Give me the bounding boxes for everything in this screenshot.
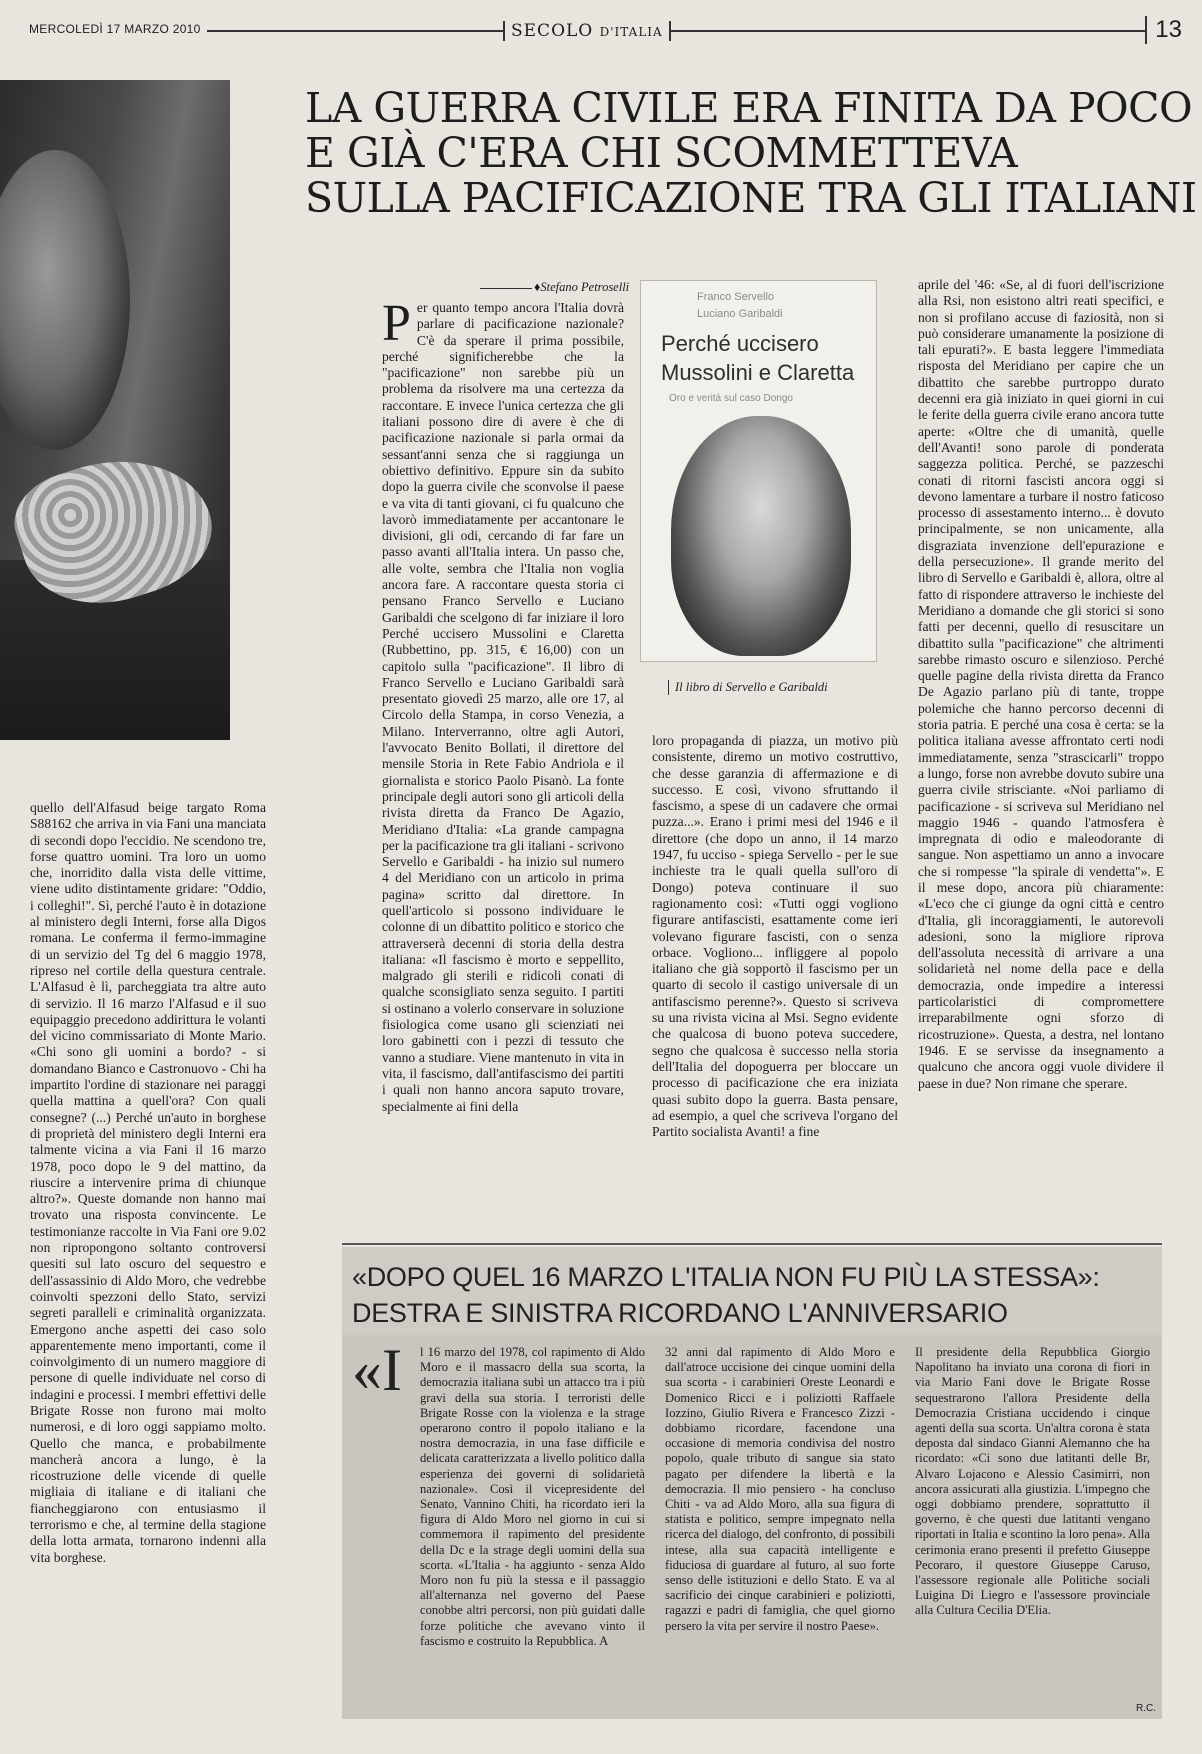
box-text-2: 32 anni dal rapimento di Aldo Moro e dall'atroce uccisione dei cinque uomini della sua scorta - i carabinieri Oreste Leonardi e Domenico Ricci e i poliziotti Raffaele Iozzino, Giulio Rivera e Francesco Zizzi - dobbiamo ricordare, facendone una occasione di memoria condivisa del nostro popolo, quale tributo di sangue sia stato pagato per difendere la libertà e la democrazia. Il mio pensiero - ha concluso Chiti - va ad Aldo Moro, alla sua figura di statista e politico, sempre impegnato nella ricerca del dialogo, del confronto, di possibili intese, alla sua capacità intelligente e fiduciosa di guardare al futuro, al suo forte senso delle istituzioni e dello Stato. E va al sacrificio dei cinque carabinieri e poliziotti, ragazzi e padri di famiglia, che quel giorno persero la vita per servire il nostro Paese». xyxy=(665,1345,895,1633)
side-column-text: quello dell'Alfasud beige targato Roma S88162 che arriva in via Fani una manciata di secondi dopo l'eccidio. Ne scendono tre, forse quattro uomini. Tra loro un uomo che, inorridito dalla vista delle vittime, viene udito distintamente gridare: "Oddio, i colleghi!". Sì, perché l'auto è in dotazione al ministero degli Interni, forse alla Digos romana. Le conferma il fermo-immagine di un servizio del Tg del 6 maggio 1978, ripreso nel cortile della questura centrale. L'Alfasud è lì, parcheggiata tra altre auto di servizio. Il 16 marzo l'Alfasud e il suo equipaggio precedono addirittura le volanti del vicino commissariato di Monte Mario. «Chi sono gli uomini a bordo? - si domandano Bianco e Castronuovo - Chi ha impartito l'ordine di stazionare nei paraggi quella mattina a quell'ora? Con quali consegne? (...) Perché un'auto in borghese di proprietà del ministero degli Interni era talmente vicina a via Fani il 16 marzo 1978, poco dopo le 9 del mattino, da riuscire a intervenire prima di chiunque altro?». Queste domande non hanno mai trovato una risposta convincente. Le testimonianze raccolte in Via Fani ore 9.02 non ripropongono soltanto controversi quesiti sul lato oscuro del sequestro e dell'assassinio di Aldo Moro, che vedrebbe coinvolti spezzoni dello Stato, servizi segreti paralleli e criminalità organizzata. Emergono anche aspetti dei caso solo apparentemente meno importanti, come il coinvolgimento di un numero maggiore di persone di quelle individuate nel corso di indagini e processi. I membri effettivi delle Brigate Rosse non furono mai molto numerosi, e di loro oggi sappiamo molto. Quello che manca, e probabilmente mancherà ancora a lungo, è la ricostruzione delle vicende di quelle migliaia di italiane e di italiani che fiancheggiarono con entusiasmo il terrorismo e che, al termine della stagione della lotta armata, tornarono indenni alla vita borghese. xyxy=(30,800,266,1565)
byline: ♦Stefano Petroselli xyxy=(480,280,629,295)
box-signature: R.C. xyxy=(1136,1703,1156,1714)
drop-cap: P xyxy=(382,300,411,352)
paper-name: SECOLO D'ITALIA xyxy=(503,21,671,41)
box-top-rule xyxy=(342,1243,1162,1245)
box-column-1 xyxy=(420,1345,645,1700)
photo-face xyxy=(0,150,130,450)
book-author-1: Franco Servello xyxy=(697,291,775,303)
issue-date: MERCOLEDÌ 17 MARZO 2010 xyxy=(29,22,207,36)
box-text-1: l 16 marzo del 1978, col rapimento di Aldo Moro e il massacro della sua scorta, la democrazia italiana subì un attacco tra i più gravi della sua storia. I terroristi delle Brigate Rosse con la violenza e la strage operarono contro il popolo italiano e la nostra democrazia, in una fase difficile e delicata caratterizzata a livello politico dalla esperienza dei governi di solidarietà nazionale». Così il vicepresidente del Senato, Vannino Chiti, ha ricordato ieri la figura di Aldo Moro nel giorno in cui si commemora il rapimento del presidente della Dc e la strage degli uomini della sua scorta. «L'Italia - ha aggiunto - senza Aldo Moro non fu più la stessa e il passaggio all'alternanza nel governo del Paese conobbe altri percorsi, non più guidati dalle forze politiche che avevano vinto il fascismo e costruito la Repubblica. A xyxy=(420,1345,645,1648)
headline-line-1: LA GUERRA CIVILE ERA FINITA DA POCO xyxy=(305,84,1193,132)
article-column-1 xyxy=(382,300,624,1228)
box-text-3: Il presidente della Repubblica Giorgio Napolitano ha inviato una corona di fiori in via Mario Fani dove le Brigate Rosse sequestrarono l'allora Presidente della Democrazia Cristiana uccidendo i cinque agenti della sua scorta. Un'altra corona è stata deposta dal sindaco Gianni Alemanno che ha ricordato: «Ci sono due latitanti delle Br, Alvaro Lojacono e Alessio Casimirri, non ancora assicurati alla giustizia. L'impegno che oggi dobbiamo prendere, soprattutto il governo, è che questi due latitanti vengano riportati in Italia e scontino la loro pena». Alla cerimonia erano presenti il prefetto Giuseppe Pecoraro, il questore Giuseppe Caruso, l'assessore regionale alle Politiche sociali Luigina Di Liegro e l'assessore provinciale alla Cultura Cecilia D'Elia. xyxy=(915,1345,1150,1618)
masthead xyxy=(25,12,1190,52)
book-cover xyxy=(640,280,877,662)
headline xyxy=(305,84,1197,222)
article-column-2 xyxy=(652,733,898,1225)
article-text-1: er quanto tempo ancora l'Italia dovrà parlare di pacificazione nazionale? C'è da sperare il prima possibile, perché significherebbe che la "pacificazione" non sarebbe più un problema da risolvere ma una certezza da raccontare. E invece l'unica certezza che gli italiani possono dire di avere è che di pacificazione nazionale si parla ormai da sessant'anni senza che si raggiunga un obiettivo definitivo. Eppure sin da subito dopo la guerra civile che sconvolse il paese e va vita di tanti giovani, ci fu qualcuno che lavorò immediatamente per accantonare le divisioni, gli odi, cercando di far fare un passo avanti all'Italia intera. Un passo che, alle volte, sembra che l'Italia non voglia ancora fare. A raccontare questa storia ci pensano Franco Servello e Luciano Garibaldi che scelgono di far iniziare il loro Perché uccisero Mussolini e Claretta (Rubbettino, pp. 315, € 16,00) con un capitolo sulla "pacificazione". Il libro di Franco Servello e Luciano Garibaldi sarà presentato giovedì 25 marzo, alle ore 17, al Circolo della Stampa, in corso Venezia, a Milano. Interverranno, oltre agli Autori, l'avvocato Benito Bollati, il direttore del mensile Storia in Rete Fabio Andriola e il giornalista e storico Paolo Pisanò. La fonte principale degli autori sono gli articoli della rivista diretta da Franco De Agazio, Meridiano d'Italia: «La grande campagna per la pacificazione tra gli italiani - scrivono Servello e Garibaldi - ha inizio sul numero 4 del Meridiano con un articolo in prima pagina» scritto dal direttore. In quell'articolo si possono individuare le colonne di un dibattito politico e storico che attraverserà decenni di storia della destra italiana: «Il fascismo è morto e seppellito, malgrado gli sterili e ridicoli conati di qualche sconsigliato senza seguito. I partiti si ostinano a volerlo conservare in soluzione fisiologica come usano gli scienziati nei loro gabinetti con i pezzi di tessuto che vanno a studiare. Viene mantenuto in vita in vita, il fascismo, dall'antifascismo dei partiti i quali non hanno ancora saputo trovare, specialmente ai fini della xyxy=(382,300,624,1114)
portrait-photo xyxy=(0,80,230,740)
box-headline-line-1: «DOPO QUEL 16 MARZO L'ITALIA NON FU PIÙ LA STESSA»: xyxy=(352,1262,1100,1292)
article-column-3 xyxy=(918,277,1164,1227)
side-column xyxy=(30,800,266,1740)
article-text-2: loro propaganda di piazza, un motivo più consistente, diremo un motivo costruttivo, che desse garanzia di affermazione e di successo. E così, vivono sfruttando il fascismo, a spese di un cadavere che ormai puzza...». Erano i primi mesi del 1946 e il direttore (che dopo un anno, il 14 marzo 1947, fu ucciso - spiega Servello - per le sue inchieste tra le quali quella sull'oro di Dongo) poteva continuare il suo ragionamento così: «Tutti oggi vogliono figurare antifascisti, esattamente come ieri volevano figurare fascisti, con o senza orbace. Vogliono... infliggere al popolo italiano che già sopportò il fascismo per un quarto di secolo il castigo universale di un antifascismo perenne?». Questo si scriveva su una rivista vicina al Msi. Segno evidente che qualcosa di buono poteva succedere, segno che qualcosa è successo nella storia dell'Italia del dopoguerra per bloccare un processo di pacificazione che era iniziata quasi subito dopo la guerra. Basta pensare, ad esempio, a quel che scriveva l'organo del Partito socialista Avanti! a fine xyxy=(652,733,898,1140)
headline-line-3: SULLA PACIFICAZIONE TRA GLI ITALIANI xyxy=(305,174,1197,222)
page-number: 13 xyxy=(1145,16,1190,44)
box-column-2 xyxy=(665,1345,895,1700)
book-author-2: Luciano Garibaldi xyxy=(697,308,783,320)
box-headline-line-2: DESTRA E SINISTRA RICORDANO L'ANNIVERSARIO xyxy=(352,1298,1008,1328)
opening-quote-mark: «I xyxy=(352,1337,402,1403)
box-column-3 xyxy=(915,1345,1150,1700)
book-subtitle: Oro e verità sul caso Dongo xyxy=(669,393,793,404)
book-portrait-image xyxy=(671,416,851,656)
box-headline xyxy=(352,1259,1152,1331)
article-text-3: aprile del '46: «Se, al di fuori dell'iscrizione alla Rsi, non esistono altri reati specifici, e non si profilano accuse di faziosità, non si può considerare umanamente la posizione di tali epurati?». E basta leggere l'immediata risposta del Meridiano per capire che un dibattito che sarebbe purtroppo durato decenni era già iniziato in quei giorni in cui le ferite della guerra civile erano ancora tutte aperte: «Oltre che di umanità, quelle dell'Avanti! sono parole di ponderata saggezza politica. Perché, se pazzeschi conati di ritorni fascisti ancora oggi si devono lamentare a turbare il nostro faticoso processo di assestamento interno... è dovuto principalmente, se non unicamente, alla disgraziata invenzione dell'epurazione e della persecuzione». Il grande merito del libro di Servello e Garibaldi è, allora, oltre al fatto di rispondere attraverso le inchieste del Meridiano a domande che gli storici si sono fatti per decenni, quello di resuscitare un dibattito sulla "pacificazione" che altrimenti sarebbe rimasto oscuro e silenzioso. Perché quelle pagine della rivista diretta da Franco De Agazio parlano più di tante, troppe polemiche che hanno percorso decenni di storia patria. E perché una cosa è certa: se la politica italiana avesse affrontato certi nodi immediatamente, senza "strascicarli" troppo a lungo, forse non avrebbe dovuto subire una guerra civile strisciante. «Noi parliamo di pacificazione - si scriveva sul Meridiano nel maggio 1946 - quando l'atmosfera è impregnata di odio e maleodorante di sangue. Non aspettiamo un anno a invocare che si rompesse "la spirale di vendetta"». E il mese dopo, ancora più chiaramente: «L'eco che ci giunge da ogni città e centro d'Italia, gli incoraggiamenti, le autorevoli adesioni, sono la migliore riprova dell'assoluta necessità di arrivare a una solidarietà nel nome della pace e della democrazia, onde impedire a interessi particolaristici di compromettere irreparabilmente ogni sforzo di ricostruzione». Questa, a destra, nel lontano 1946. E se servisse da insegnamento a qualcuno che ancora oggi vuole dividere il paese in due? Non rimane che sperare. xyxy=(918,277,1164,1091)
headline-line-2: E GIÀ C'ERA CHI SCOMMETTEVA xyxy=(305,129,1018,177)
book-caption: Il libro di Servello e Garibaldi xyxy=(668,680,828,695)
book-title: Perché uccisero Mussolini e Claretta xyxy=(661,331,855,385)
